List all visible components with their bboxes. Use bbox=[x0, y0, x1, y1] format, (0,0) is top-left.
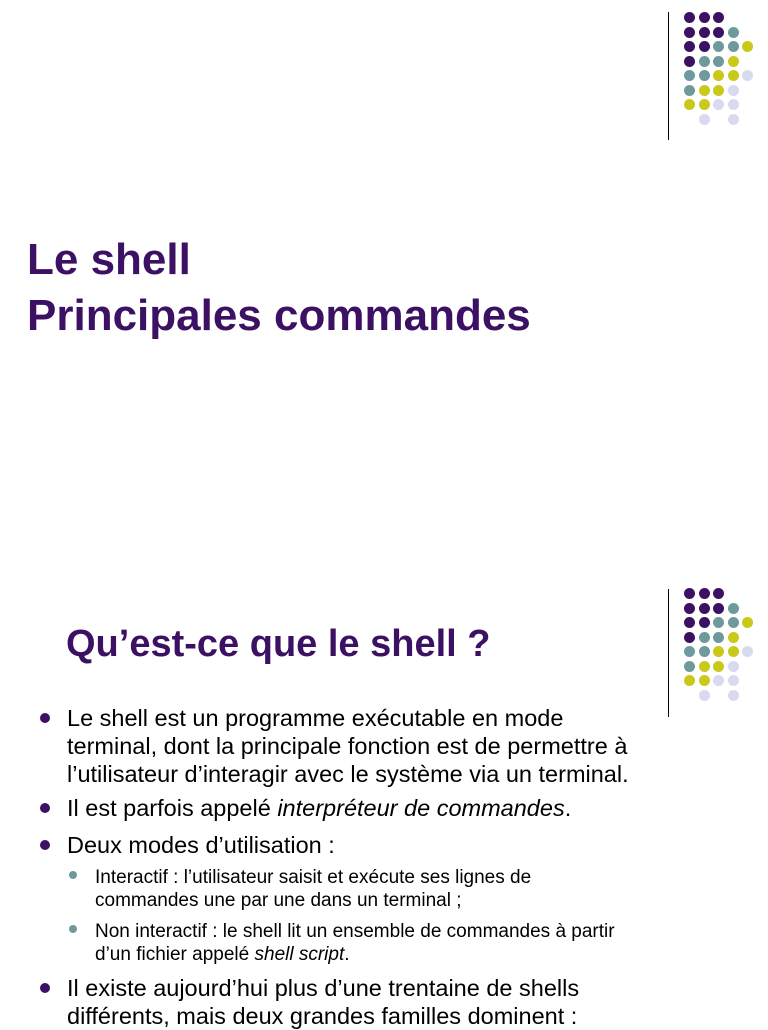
decorative-dot bbox=[699, 85, 710, 96]
decorative-dot bbox=[699, 690, 710, 701]
decorative-dot bbox=[728, 632, 739, 643]
sub-bullet-icon bbox=[69, 871, 77, 879]
decorative-dot bbox=[684, 56, 695, 67]
decorative-dot bbox=[742, 646, 753, 657]
decorative-dot bbox=[699, 661, 710, 672]
title-line-2: Principales commandes bbox=[27, 291, 531, 340]
bullet-icon bbox=[40, 840, 50, 850]
bullet-text bbox=[67, 974, 579, 1030]
decorative-dot bbox=[684, 41, 695, 52]
decorative-dot bbox=[699, 646, 710, 657]
bullet-icon bbox=[40, 983, 50, 993]
bullet-line: l’utilisateur d’interagir avec le système via un terminal. bbox=[67, 761, 629, 787]
slide-title bbox=[27, 232, 531, 344]
decorative-dot bbox=[684, 588, 695, 599]
decorative-dot bbox=[728, 690, 739, 701]
sub-bullet-line: Interactif : l’utilisateur saisit et exécute ses lignes de bbox=[95, 867, 532, 888]
decorative-dot bbox=[713, 85, 724, 96]
decorative-dot bbox=[684, 99, 695, 110]
bullet-text-emphasis: interpréteur de commandes bbox=[277, 795, 565, 821]
sub-bullet-line: commandes une par une dans un terminal ; bbox=[95, 890, 462, 911]
bullet-text bbox=[67, 831, 335, 859]
decorative-dot bbox=[699, 70, 710, 81]
decorative-dot bbox=[684, 661, 695, 672]
sub-bullet-icon bbox=[69, 925, 77, 933]
sub-bullet-line bbox=[95, 943, 615, 966]
decorative-dot bbox=[728, 661, 739, 672]
decorative-dot bbox=[699, 675, 710, 686]
decorative-dot bbox=[684, 12, 695, 23]
decorative-dot bbox=[728, 675, 739, 686]
decorative-dot bbox=[713, 617, 724, 628]
decorative-dot bbox=[684, 632, 695, 643]
decorative-dot bbox=[713, 632, 724, 643]
decorative-dot bbox=[713, 675, 724, 686]
decorative-dot bbox=[699, 27, 710, 38]
vertical-divider bbox=[668, 12, 669, 140]
bullet-text-plain: . bbox=[564, 795, 572, 821]
bullet-line bbox=[67, 794, 571, 822]
sub-bullet-text bbox=[95, 866, 531, 912]
bullet-icon bbox=[40, 713, 50, 723]
decorative-dot bbox=[713, 27, 724, 38]
decorative-dot bbox=[699, 114, 710, 125]
decorative-dot bbox=[699, 588, 710, 599]
sub-bullet-line: Non interactif : le shell lit un ensemble de commandes à partir bbox=[95, 921, 615, 942]
bullet-line: Deux modes d’utilisation : bbox=[67, 832, 335, 858]
decorative-dot bbox=[713, 70, 724, 81]
decorative-dot bbox=[713, 661, 724, 672]
title-slide bbox=[0, 0, 768, 512]
decorative-dot bbox=[728, 85, 739, 96]
decorative-dot bbox=[699, 632, 710, 643]
decorative-dot bbox=[713, 12, 724, 23]
decorative-dot bbox=[699, 12, 710, 23]
decorative-dot bbox=[728, 646, 739, 657]
decorative-dot bbox=[742, 617, 753, 628]
decorative-dot bbox=[684, 617, 695, 628]
decorative-dot bbox=[684, 646, 695, 657]
bullet-icon bbox=[40, 803, 50, 813]
decorative-dot bbox=[742, 41, 753, 52]
decorative-dot bbox=[728, 99, 739, 110]
decorative-dot bbox=[684, 675, 695, 686]
decorative-dot bbox=[713, 99, 724, 110]
bullet-text-plain: Il est parfois appelé bbox=[67, 795, 278, 821]
decorative-dot bbox=[728, 603, 739, 614]
bullet-text bbox=[67, 794, 571, 822]
decorative-dot bbox=[713, 588, 724, 599]
bullet-text bbox=[67, 704, 629, 788]
decorative-dot bbox=[728, 70, 739, 81]
decorative-dot bbox=[684, 70, 695, 81]
sub-bullet-text-plain: d’un fichier appelé bbox=[95, 944, 255, 965]
decorative-dot bbox=[699, 603, 710, 614]
decorative-dot bbox=[699, 56, 710, 67]
decorative-dot bbox=[728, 114, 739, 125]
decorative-dot bbox=[684, 27, 695, 38]
vertical-divider bbox=[668, 589, 669, 717]
bullet-line: différents, mais deux grandes familles dominent : bbox=[67, 1003, 578, 1029]
sub-bullet-text-emphasis: shell script bbox=[254, 944, 345, 965]
decorative-dot bbox=[713, 41, 724, 52]
decorative-dot bbox=[699, 41, 710, 52]
decorative-dot bbox=[728, 27, 739, 38]
bullet-line: Il existe aujourd’hui plus d’une trentaine de shells bbox=[67, 975, 580, 1001]
decorative-dot bbox=[684, 603, 695, 614]
title-line-1: Le shell bbox=[27, 235, 191, 284]
decorative-dot bbox=[713, 56, 724, 67]
decorative-dot bbox=[684, 85, 695, 96]
sub-bullet-text-plain: . bbox=[344, 944, 350, 965]
decorative-dot bbox=[728, 56, 739, 67]
decorative-dot bbox=[728, 41, 739, 52]
decorative-dot bbox=[713, 646, 724, 657]
slide-title: Qu’est-ce que le shell ? bbox=[66, 623, 491, 665]
decorative-dot bbox=[713, 603, 724, 614]
decorative-dot bbox=[742, 70, 753, 81]
decorative-dot bbox=[728, 617, 739, 628]
decorative-dot bbox=[699, 617, 710, 628]
bullet-line: terminal, dont la principale fonction est de permettre à bbox=[67, 733, 628, 759]
decorative-dot bbox=[699, 99, 710, 110]
sub-bullet-text bbox=[95, 920, 615, 966]
bullet-line: Le shell est un programme exécutable en mode bbox=[67, 705, 564, 731]
